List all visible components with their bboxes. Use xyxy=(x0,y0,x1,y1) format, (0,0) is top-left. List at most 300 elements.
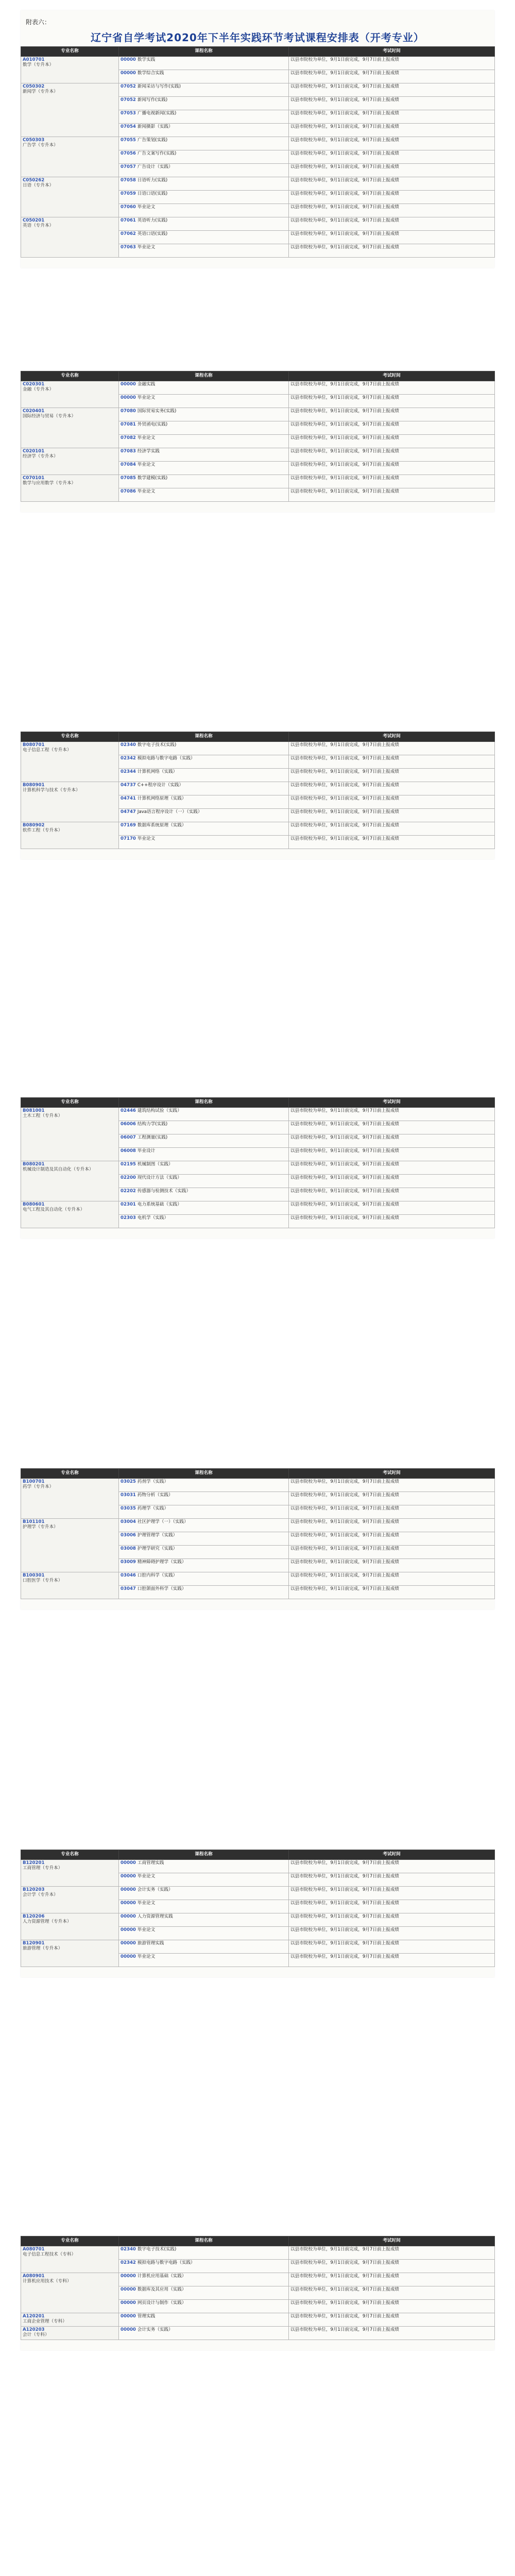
course-cell xyxy=(119,1215,289,1228)
course-code: 00000 xyxy=(121,1874,136,1879)
major-code: B080701 xyxy=(23,742,45,748)
course-name: 数据库及其应用（实践） xyxy=(137,2287,186,2292)
course-code: 06006 xyxy=(121,1122,136,1127)
course-code: 00000 xyxy=(121,1860,136,1866)
course-code: 03004 xyxy=(121,1519,136,1524)
major-code: C050303 xyxy=(23,138,45,143)
exam-time-cell: 以县市院校为单位，9月1日前完成，9月7日前上报成绩 xyxy=(289,124,495,137)
table-row xyxy=(21,1940,495,1954)
exam-time-cell: 以县市院校为单位，9月1日前完成，9月7日前上报成绩 xyxy=(289,70,495,83)
course-name: 口腔内科学（实践） xyxy=(137,1573,178,1578)
course-code: 07052 xyxy=(121,97,136,103)
course-cell xyxy=(119,70,289,83)
course-name: 外贸函电(实践) xyxy=(137,422,168,427)
exam-time-cell: 以县市院校为单位，9月1日前完成，9月7日前上报成绩 xyxy=(289,1148,495,1161)
course-name: 毕业论文 xyxy=(137,489,156,494)
page-sheet xyxy=(21,2236,494,2350)
course-code: 07057 xyxy=(121,164,136,170)
course-code: 02342 xyxy=(121,756,136,761)
course-cell xyxy=(119,1519,289,1532)
major-name: 口腔医学（专升本） xyxy=(23,1578,63,1583)
course-name: 电力系统基础（实践） xyxy=(137,1202,182,1207)
course-name: 药理学（实践） xyxy=(137,1506,169,1511)
major-cell xyxy=(21,1572,119,1599)
header-course: 课程名称 xyxy=(119,1098,289,1108)
major-cell xyxy=(21,1940,119,1967)
major-name: 电子信息工程技术（专科） xyxy=(23,2251,76,2257)
major-name: 计算机应用技术（专科） xyxy=(23,2278,72,2284)
exam-time-cell: 以县市院校为单位，9月1日前完成，9月7日前上报成绩 xyxy=(289,1201,495,1215)
course-cell xyxy=(119,769,289,782)
table-row xyxy=(21,1913,495,1927)
major-name: 国际经济与贸易（专升本） xyxy=(23,413,76,419)
exam-time-cell: 以县市院校为单位，9月1日前完成，9月7日前上报成绩 xyxy=(289,2273,495,2286)
course-code: 03025 xyxy=(121,1479,136,1484)
header-time: 考试时间 xyxy=(289,371,495,381)
course-code: 06007 xyxy=(121,1135,136,1140)
major-cell xyxy=(21,1887,119,1913)
course-code: 00000 xyxy=(121,1954,136,1959)
document-title: 辽宁省自学考试2020年下半年实践环节考试课程安排表（开考专业） xyxy=(91,31,424,44)
page-tail xyxy=(21,502,494,512)
major-name: 机械设计制造及其自动化（专升本） xyxy=(23,1166,94,1172)
course-name: 毕业论文 xyxy=(137,1901,156,1906)
header-course: 课程名称 xyxy=(119,1469,289,1479)
course-cell xyxy=(119,1572,289,1586)
document-header xyxy=(21,10,494,46)
header-major: 专业名称 xyxy=(21,1098,119,1108)
major-name: 经济学（专升本） xyxy=(23,453,58,459)
exam-time-cell: 以县市院校为单位，9月1日前完成，9月7日前上报成绩 xyxy=(289,1215,495,1228)
course-name: 毕业论文 xyxy=(137,1874,156,1879)
table-row xyxy=(21,83,495,97)
course-name: 数学建模(实践) xyxy=(137,476,168,481)
exam-time-cell: 以县市院校为单位，9月1日前完成，9月7日前上报成绩 xyxy=(289,191,495,204)
major-cell xyxy=(21,1519,119,1572)
course-name: 毕业论文 xyxy=(137,205,156,210)
course-code: 02446 xyxy=(121,1108,136,1113)
major-cell xyxy=(21,448,119,475)
exam-time-cell: 以县市院校为单位，9月1日前完成，9月7日前上报成绩 xyxy=(289,836,495,849)
exam-time-cell: 以县市院校为单位，9月1日前完成，9月7日前上报成绩 xyxy=(289,1479,495,1492)
course-code: 02342 xyxy=(121,2260,136,2265)
course-cell xyxy=(119,421,289,435)
course-cell xyxy=(119,836,289,849)
course-cell xyxy=(119,1479,289,1492)
exam-time-cell: 以县市院校为单位，9月1日前完成，9月7日前上报成绩 xyxy=(289,488,495,502)
course-name: 护理管理学（实践） xyxy=(137,1533,178,1538)
course-cell xyxy=(119,1586,289,1599)
course-name: 药剂学（实践） xyxy=(137,1479,169,1484)
exam-time-cell: 以县市院校为单位，9月1日前完成，9月7日前上报成绩 xyxy=(289,769,495,782)
table-row xyxy=(21,742,495,755)
exam-time-cell: 以县市院校为单位，9月1日前完成，9月7日前上报成绩 xyxy=(289,110,495,124)
course-cell xyxy=(119,1940,289,1954)
course-name: 模拟电路与数字电路（实践） xyxy=(137,2260,195,2265)
course-code: 03047 xyxy=(121,1586,136,1591)
course-name: 会计实务（实践） xyxy=(137,1887,173,1892)
course-name: 毕业设计 xyxy=(137,1148,156,1154)
header-time: 考试时间 xyxy=(289,732,495,742)
exam-time-cell: 以县市院校为单位，9月1日前完成，9月7日前上报成绩 xyxy=(289,1546,495,1559)
major-code: B120901 xyxy=(23,1941,45,1946)
major-cell xyxy=(21,57,119,83)
course-name: 新闻采访与写作(实践) xyxy=(137,84,181,89)
schedule-table xyxy=(21,1468,495,1599)
course-cell xyxy=(119,2273,289,2286)
major-code: B080901 xyxy=(23,783,45,788)
course-name: 毕业论文 xyxy=(137,245,156,250)
course-code: 02340 xyxy=(121,742,136,748)
course-code: 00000 xyxy=(121,71,136,76)
course-name: 英语听力(实践) xyxy=(137,218,168,223)
table-row xyxy=(21,57,495,70)
exam-time-cell: 以县市院校为单位，9月1日前完成，9月7日前上报成绩 xyxy=(289,1873,495,1887)
course-cell xyxy=(119,782,289,795)
course-code: 00000 xyxy=(121,2287,136,2292)
major-cell xyxy=(21,475,119,502)
page-tail xyxy=(21,1228,494,1239)
course-cell xyxy=(119,57,289,70)
course-name: 机械制图（实践） xyxy=(137,1162,173,1167)
course-cell xyxy=(119,110,289,124)
major-name: 软件工程（专升本） xyxy=(23,827,63,833)
exam-time-cell: 以县市院校为单位，9月1日前完成，9月7日前上报成绩 xyxy=(289,475,495,488)
course-name: 日语听力(实践) xyxy=(137,178,168,183)
exam-time-cell: 以县市院校为单位，9月1日前完成，9月7日前上报成绩 xyxy=(289,137,495,150)
exam-time-cell: 以县市院校为单位，9月1日前完成，9月7日前上报成绩 xyxy=(289,1572,495,1586)
major-code: B080201 xyxy=(23,1162,45,1167)
table-row xyxy=(21,1572,495,1586)
course-code: 00000 xyxy=(121,395,136,400)
course-name: 传感器与检测技术（实践） xyxy=(137,1189,191,1194)
course-cell xyxy=(119,1954,289,1967)
major-cell xyxy=(21,822,119,849)
major-name: 会计（专科） xyxy=(23,2332,49,2337)
major-code: B101101 xyxy=(23,1519,45,1524)
course-name: 工商管理实践 xyxy=(137,1860,164,1866)
exam-time-cell: 以县市院校为单位，9月1日前完成，9月7日前上报成绩 xyxy=(289,782,495,795)
major-code: C020401 xyxy=(23,409,45,414)
course-name: 模拟电路与数字电路（实践） xyxy=(137,756,195,761)
table-header-row xyxy=(21,732,495,742)
course-code: 03006 xyxy=(121,1533,136,1538)
course-cell xyxy=(119,150,289,164)
exam-time-cell: 以县市院校为单位，9月1日前完成，9月7日前上报成绩 xyxy=(289,795,495,809)
course-name: 口腔颌面外科学（实践） xyxy=(137,1586,186,1591)
table-row xyxy=(21,137,495,150)
table-header-row xyxy=(21,1469,495,1479)
course-name: 国际贸易实务(实践) xyxy=(137,409,177,414)
page-tail xyxy=(21,258,494,268)
table-row xyxy=(21,1201,495,1215)
major-cell xyxy=(21,1161,119,1201)
course-code: 00000 xyxy=(121,57,136,62)
course-name: 数学综合实践 xyxy=(137,71,164,76)
exam-time-cell: 以县市院校为单位，9月1日前完成，9月7日前上报成绩 xyxy=(289,1134,495,1148)
course-cell xyxy=(119,2300,289,2313)
course-cell xyxy=(119,755,289,769)
course-code: 07170 xyxy=(121,836,136,841)
course-cell xyxy=(119,137,289,150)
course-name: 广告策划(实践) xyxy=(137,138,168,143)
course-cell xyxy=(119,2313,289,2327)
course-code: 04737 xyxy=(121,783,136,788)
course-code: 07052 xyxy=(121,84,136,89)
major-name: 新闻学（专升本） xyxy=(23,89,58,94)
course-cell xyxy=(119,2286,289,2300)
page-sheet xyxy=(21,371,494,512)
major-cell xyxy=(21,1201,119,1228)
table-row xyxy=(21,448,495,462)
table-row xyxy=(21,177,495,191)
major-name: 数学（专升本） xyxy=(23,62,54,67)
course-name: 人力资源管理实践 xyxy=(137,1914,173,1919)
course-code: 07080 xyxy=(121,409,136,414)
major-cell xyxy=(21,742,119,782)
course-cell xyxy=(119,164,289,177)
schedule-table xyxy=(21,732,495,849)
major-name: 旅游管理（专升本） xyxy=(23,1945,63,1951)
exam-time-cell: 以县市院校为单位，9月1日前完成，9月7日前上报成绩 xyxy=(289,1559,495,1572)
table-header-row xyxy=(21,2236,495,2246)
course-cell xyxy=(119,435,289,448)
course-name: 毕业论文 xyxy=(137,462,156,467)
course-code: 02202 xyxy=(121,1189,136,1194)
page-tail xyxy=(21,849,494,859)
course-cell xyxy=(119,1505,289,1519)
course-cell xyxy=(119,1546,289,1559)
major-cell xyxy=(21,2273,119,2313)
exam-time-cell: 以县市院校为单位，9月1日前完成，9月7日前上报成绩 xyxy=(289,1505,495,1519)
course-name: 数字电子技术(实践) xyxy=(137,742,177,748)
major-cell xyxy=(21,137,119,177)
course-cell xyxy=(119,244,289,258)
exam-time-cell: 以县市院校为单位，9月1日前完成，9月7日前上报成绩 xyxy=(289,421,495,435)
header-time: 考试时间 xyxy=(289,47,495,57)
course-cell xyxy=(119,462,289,475)
course-code: 03008 xyxy=(121,1546,136,1551)
course-code: 04747 xyxy=(121,809,136,815)
course-cell xyxy=(119,822,289,836)
course-cell xyxy=(119,1148,289,1161)
major-cell xyxy=(21,1479,119,1519)
major-code: B080601 xyxy=(23,1202,45,1207)
course-name: 计算机应用基础（实践） xyxy=(137,2274,186,2279)
course-name: 旅游管理实践 xyxy=(137,1941,164,1946)
course-name: 网页设计与制作（实践） xyxy=(137,2300,186,2306)
major-name: 会计学（专升本） xyxy=(23,1892,58,1897)
exam-time-cell: 以县市院校为单位，9月1日前完成，9月7日前上报成绩 xyxy=(289,462,495,475)
course-code: 02340 xyxy=(121,2247,136,2252)
course-cell xyxy=(119,2246,289,2260)
header-major: 专业名称 xyxy=(21,732,119,742)
exam-time-cell: 以县市院校为单位，9月1日前完成，9月7日前上报成绩 xyxy=(289,83,495,97)
exam-time-cell: 以县市院校为单位，9月1日前完成，9月7日前上报成绩 xyxy=(289,395,495,408)
table-row xyxy=(21,475,495,488)
course-name: 金融实践 xyxy=(137,382,156,387)
major-cell xyxy=(21,2313,119,2327)
course-cell xyxy=(119,448,289,462)
course-cell xyxy=(119,1201,289,1215)
course-cell xyxy=(119,742,289,755)
exam-time-cell: 以县市院校为单位，9月1日前完成，9月7日前上报成绩 xyxy=(289,448,495,462)
exam-time-cell: 以县市院校为单位，9月1日前完成，9月7日前上报成绩 xyxy=(289,231,495,244)
major-name: 工商管理（专升本） xyxy=(23,1865,63,1871)
exam-time-cell: 以县市院校为单位，9月1日前完成，9月7日前上报成绩 xyxy=(289,2246,495,2260)
table-header-row xyxy=(21,1098,495,1108)
exam-time-cell: 以县市院校为单位，9月1日前完成，9月7日前上报成绩 xyxy=(289,1108,495,1121)
major-code: A120203 xyxy=(23,2327,45,2332)
course-cell xyxy=(119,1927,289,1940)
table-header-row xyxy=(21,47,495,57)
major-cell xyxy=(21,1913,119,1940)
course-code: 07084 xyxy=(121,462,136,467)
course-cell xyxy=(119,177,289,191)
table-row xyxy=(21,1860,495,1873)
course-code: 07081 xyxy=(121,422,136,427)
course-name: 工程测量(实践) xyxy=(137,1135,168,1140)
table-row xyxy=(21,2327,495,2340)
course-name: 广告文案写作(实践) xyxy=(137,151,177,156)
exam-time-cell: 以县市院校为单位，9月1日前完成，9月7日前上报成绩 xyxy=(289,1860,495,1873)
major-cell xyxy=(21,1860,119,1887)
course-cell xyxy=(119,395,289,408)
page-tail xyxy=(21,1599,494,1609)
page-tail xyxy=(21,2340,494,2350)
course-code: 00000 xyxy=(121,1941,136,1946)
course-name: 数学实践 xyxy=(137,57,156,62)
course-code: 07062 xyxy=(121,231,136,236)
course-code: 07082 xyxy=(121,435,136,440)
major-code: B120206 xyxy=(23,1914,45,1919)
course-code: 07056 xyxy=(121,151,136,156)
major-name: 广告学（专升本） xyxy=(23,142,58,148)
major-name: 电子信息工程（专升本） xyxy=(23,747,72,753)
course-code: 07083 xyxy=(121,449,136,454)
table-row xyxy=(21,2313,495,2327)
exam-time-cell: 以县市院校为单位，9月1日前完成，9月7日前上报成绩 xyxy=(289,755,495,769)
course-code: 00000 xyxy=(121,1901,136,1906)
course-cell xyxy=(119,204,289,217)
header-major: 专业名称 xyxy=(21,47,119,57)
table-row xyxy=(21,1887,495,1900)
course-cell xyxy=(119,1887,289,1900)
major-cell xyxy=(21,177,119,217)
header-course: 课程名称 xyxy=(119,47,289,57)
course-code: 07086 xyxy=(121,489,136,494)
course-code: 03009 xyxy=(121,1560,136,1565)
course-code: 07169 xyxy=(121,823,136,828)
course-name: 日语口语(实践) xyxy=(137,191,168,196)
major-cell xyxy=(21,1108,119,1161)
major-code: A080901 xyxy=(23,2274,45,2279)
table-header-row xyxy=(21,1850,495,1860)
course-name: 毕业论文 xyxy=(137,435,156,440)
course-cell xyxy=(119,2260,289,2273)
major-cell xyxy=(21,381,119,408)
table-row xyxy=(21,2246,495,2260)
exam-time-cell: 以县市院校为单位，9月1日前完成，9月7日前上报成绩 xyxy=(289,1492,495,1505)
course-name: 计算机网络（实践） xyxy=(137,769,178,774)
table-row xyxy=(21,822,495,836)
header-time: 考试时间 xyxy=(289,1850,495,1860)
major-code: B100701 xyxy=(23,1479,45,1484)
course-code: 03031 xyxy=(121,1493,136,1498)
exam-time-cell: 以县市院校为单位，9月1日前完成，9月7日前上报成绩 xyxy=(289,217,495,231)
exam-time-cell: 以县市院校为单位，9月1日前完成，9月7日前上报成绩 xyxy=(289,742,495,755)
header-major: 专业名称 xyxy=(21,371,119,381)
course-cell xyxy=(119,1161,289,1175)
course-code: 07053 xyxy=(121,111,136,116)
major-code: C070101 xyxy=(23,476,45,481)
course-cell xyxy=(119,2327,289,2340)
course-cell xyxy=(119,124,289,137)
exam-time-cell: 以县市院校为单位，9月1日前完成，9月7日前上报成绩 xyxy=(289,244,495,258)
course-code: 07058 xyxy=(121,178,136,183)
page-sheet xyxy=(21,1850,494,1977)
exam-time-cell: 以县市院校为单位，9月1日前完成，9月7日前上报成绩 xyxy=(289,2327,495,2340)
major-code: A120201 xyxy=(23,2314,45,2319)
major-name: 数学与应用数学（专升本） xyxy=(23,480,76,486)
exam-time-cell: 以县市院校为单位，9月1日前完成，9月7日前上报成绩 xyxy=(289,1887,495,1900)
major-name: 工商企业管理（专科） xyxy=(23,2318,67,2324)
header-major: 专业名称 xyxy=(21,1469,119,1479)
course-code: 02344 xyxy=(121,769,136,774)
course-code: 07054 xyxy=(121,124,136,129)
course-name: 广播电视新闻(实践) xyxy=(137,111,177,116)
course-name: C++程序设计（实践） xyxy=(137,783,184,788)
major-name: 金融（专升本） xyxy=(23,386,54,392)
course-name: 新闻摄影（实践） xyxy=(137,124,173,129)
course-name: 数字电子技术(实践) xyxy=(137,2247,177,2252)
attachment-label: 附表六： xyxy=(26,19,51,26)
header-course: 课程名称 xyxy=(119,371,289,381)
course-name: 建筑结构试验（实践） xyxy=(137,1108,182,1113)
course-code: 04741 xyxy=(121,796,136,801)
major-name: 土木工程（专升本） xyxy=(23,1113,63,1118)
course-name: 毕业论文 xyxy=(137,836,156,841)
table-row xyxy=(21,217,495,231)
course-code: 06008 xyxy=(121,1148,136,1154)
major-code: C020301 xyxy=(23,382,45,387)
course-code: 02303 xyxy=(121,1215,136,1221)
course-cell xyxy=(119,1134,289,1148)
schedule-table xyxy=(21,371,495,502)
schedule-table xyxy=(21,1097,495,1228)
course-name: 电机学（实践） xyxy=(137,1215,169,1221)
major-code: B081001 xyxy=(23,1108,45,1113)
major-code: C050302 xyxy=(23,84,45,89)
major-code: C050201 xyxy=(23,218,45,223)
course-cell xyxy=(119,381,289,395)
course-cell xyxy=(119,1188,289,1201)
table-header-row xyxy=(21,371,495,381)
header-major: 专业名称 xyxy=(21,1850,119,1860)
course-name: 管理实践 xyxy=(137,2314,156,2319)
course-code: 03046 xyxy=(121,1573,136,1578)
exam-time-cell: 以县市院校为单位，9月1日前完成，9月7日前上报成绩 xyxy=(289,2286,495,2300)
exam-time-cell: 以县市院校为单位，9月1日前完成，9月7日前上报成绩 xyxy=(289,1927,495,1940)
exam-time-cell: 以县市院校为单位，9月1日前完成，9月7日前上报成绩 xyxy=(289,408,495,421)
header-course: 课程名称 xyxy=(119,1850,289,1860)
exam-time-cell: 以县市院校为单位，9月1日前完成，9月7日前上报成绩 xyxy=(289,1913,495,1927)
exam-time-cell: 以县市院校为单位，9月1日前完成，9月7日前上报成绩 xyxy=(289,1161,495,1175)
exam-time-cell: 以县市院校为单位，9月1日前完成，9月7日前上报成绩 xyxy=(289,1586,495,1599)
major-cell xyxy=(21,83,119,137)
course-code: 02195 xyxy=(121,1162,136,1167)
page-sheet xyxy=(21,1097,494,1239)
